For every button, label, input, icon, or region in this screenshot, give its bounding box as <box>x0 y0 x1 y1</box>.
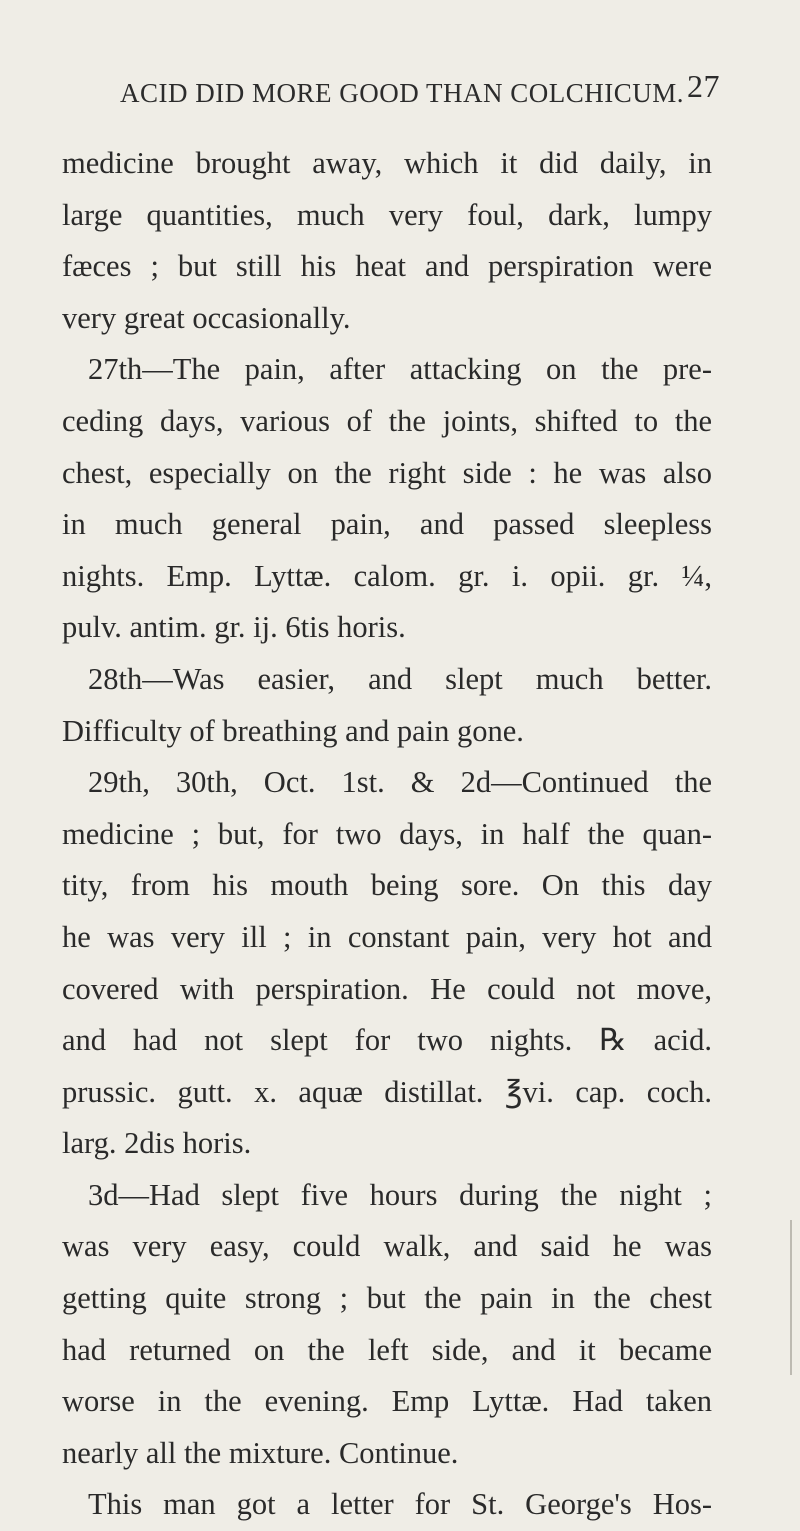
text-line: 27th—The pain, after attacking on the pre- <box>88 352 712 387</box>
text-line: 29th, 30th, Oct. 1st. & 2d—Continued the <box>88 765 712 800</box>
text-line: ceding days, various of the joints, shifted to the <box>62 403 712 438</box>
text-line: 3d—Had slept five hours during the night ; <box>88 1177 712 1212</box>
text-line: fæces ; but still his heat and perspiration were <box>62 249 712 284</box>
text-line: covered with perspiration. He could not move, <box>62 971 712 1006</box>
page-number: 27 <box>687 68 720 104</box>
page-edge-line <box>790 1220 792 1375</box>
text-line: chest, especially on the right side : he was also <box>62 455 712 490</box>
text-line: tity, from his mouth being sore. On this day <box>62 868 712 903</box>
text-line: pulv. antim. gr. ij. 6tis horis. <box>62 610 406 645</box>
text-line: had returned on the left side, and it became <box>62 1332 712 1367</box>
text-line: was very easy, could walk, and said he was <box>62 1229 712 1264</box>
text-line: prussic. gutt. x. aquæ distillat. ℥vi. cap. coch. <box>62 1074 712 1109</box>
text-line: Difficulty of breathing and pain gone. <box>62 713 524 748</box>
text-line: very great occasionally. <box>62 300 351 335</box>
text-line: nights. Emp. Lyttæ. calom. gr. i. opii. gr. ¼, <box>62 558 712 593</box>
text-line: nearly all the mixture. Continue. <box>62 1435 459 1470</box>
running-head-title: ACID DID MORE GOOD THAN COLCHICUM. <box>120 78 685 108</box>
text-line: 28th—Was easier, and slept much better. <box>88 661 712 696</box>
text-line: large quantities, much very foul, dark, lumpy <box>62 197 712 232</box>
text-line: he was very ill ; in constant pain, very hot and <box>62 919 712 954</box>
text-line: in much general pain, and passed sleepless <box>62 507 712 542</box>
text-line: and had not slept for two nights. ℞ acid. <box>62 1023 712 1058</box>
text-line: worse in the evening. Emp Lyttæ. Had taken <box>62 1384 712 1419</box>
text-line: This man got a letter for St. George's Hos- <box>88 1487 712 1522</box>
text-line: medicine brought away, which it did daily, in <box>62 146 712 180</box>
text-line: getting quite strong ; but the pain in the chest <box>62 1281 712 1316</box>
text-line: medicine ; but, for two days, in half the quan- <box>62 816 712 851</box>
body-text <box>62 138 712 1531</box>
text-line: larg. 2dis horis. <box>62 1126 252 1161</box>
